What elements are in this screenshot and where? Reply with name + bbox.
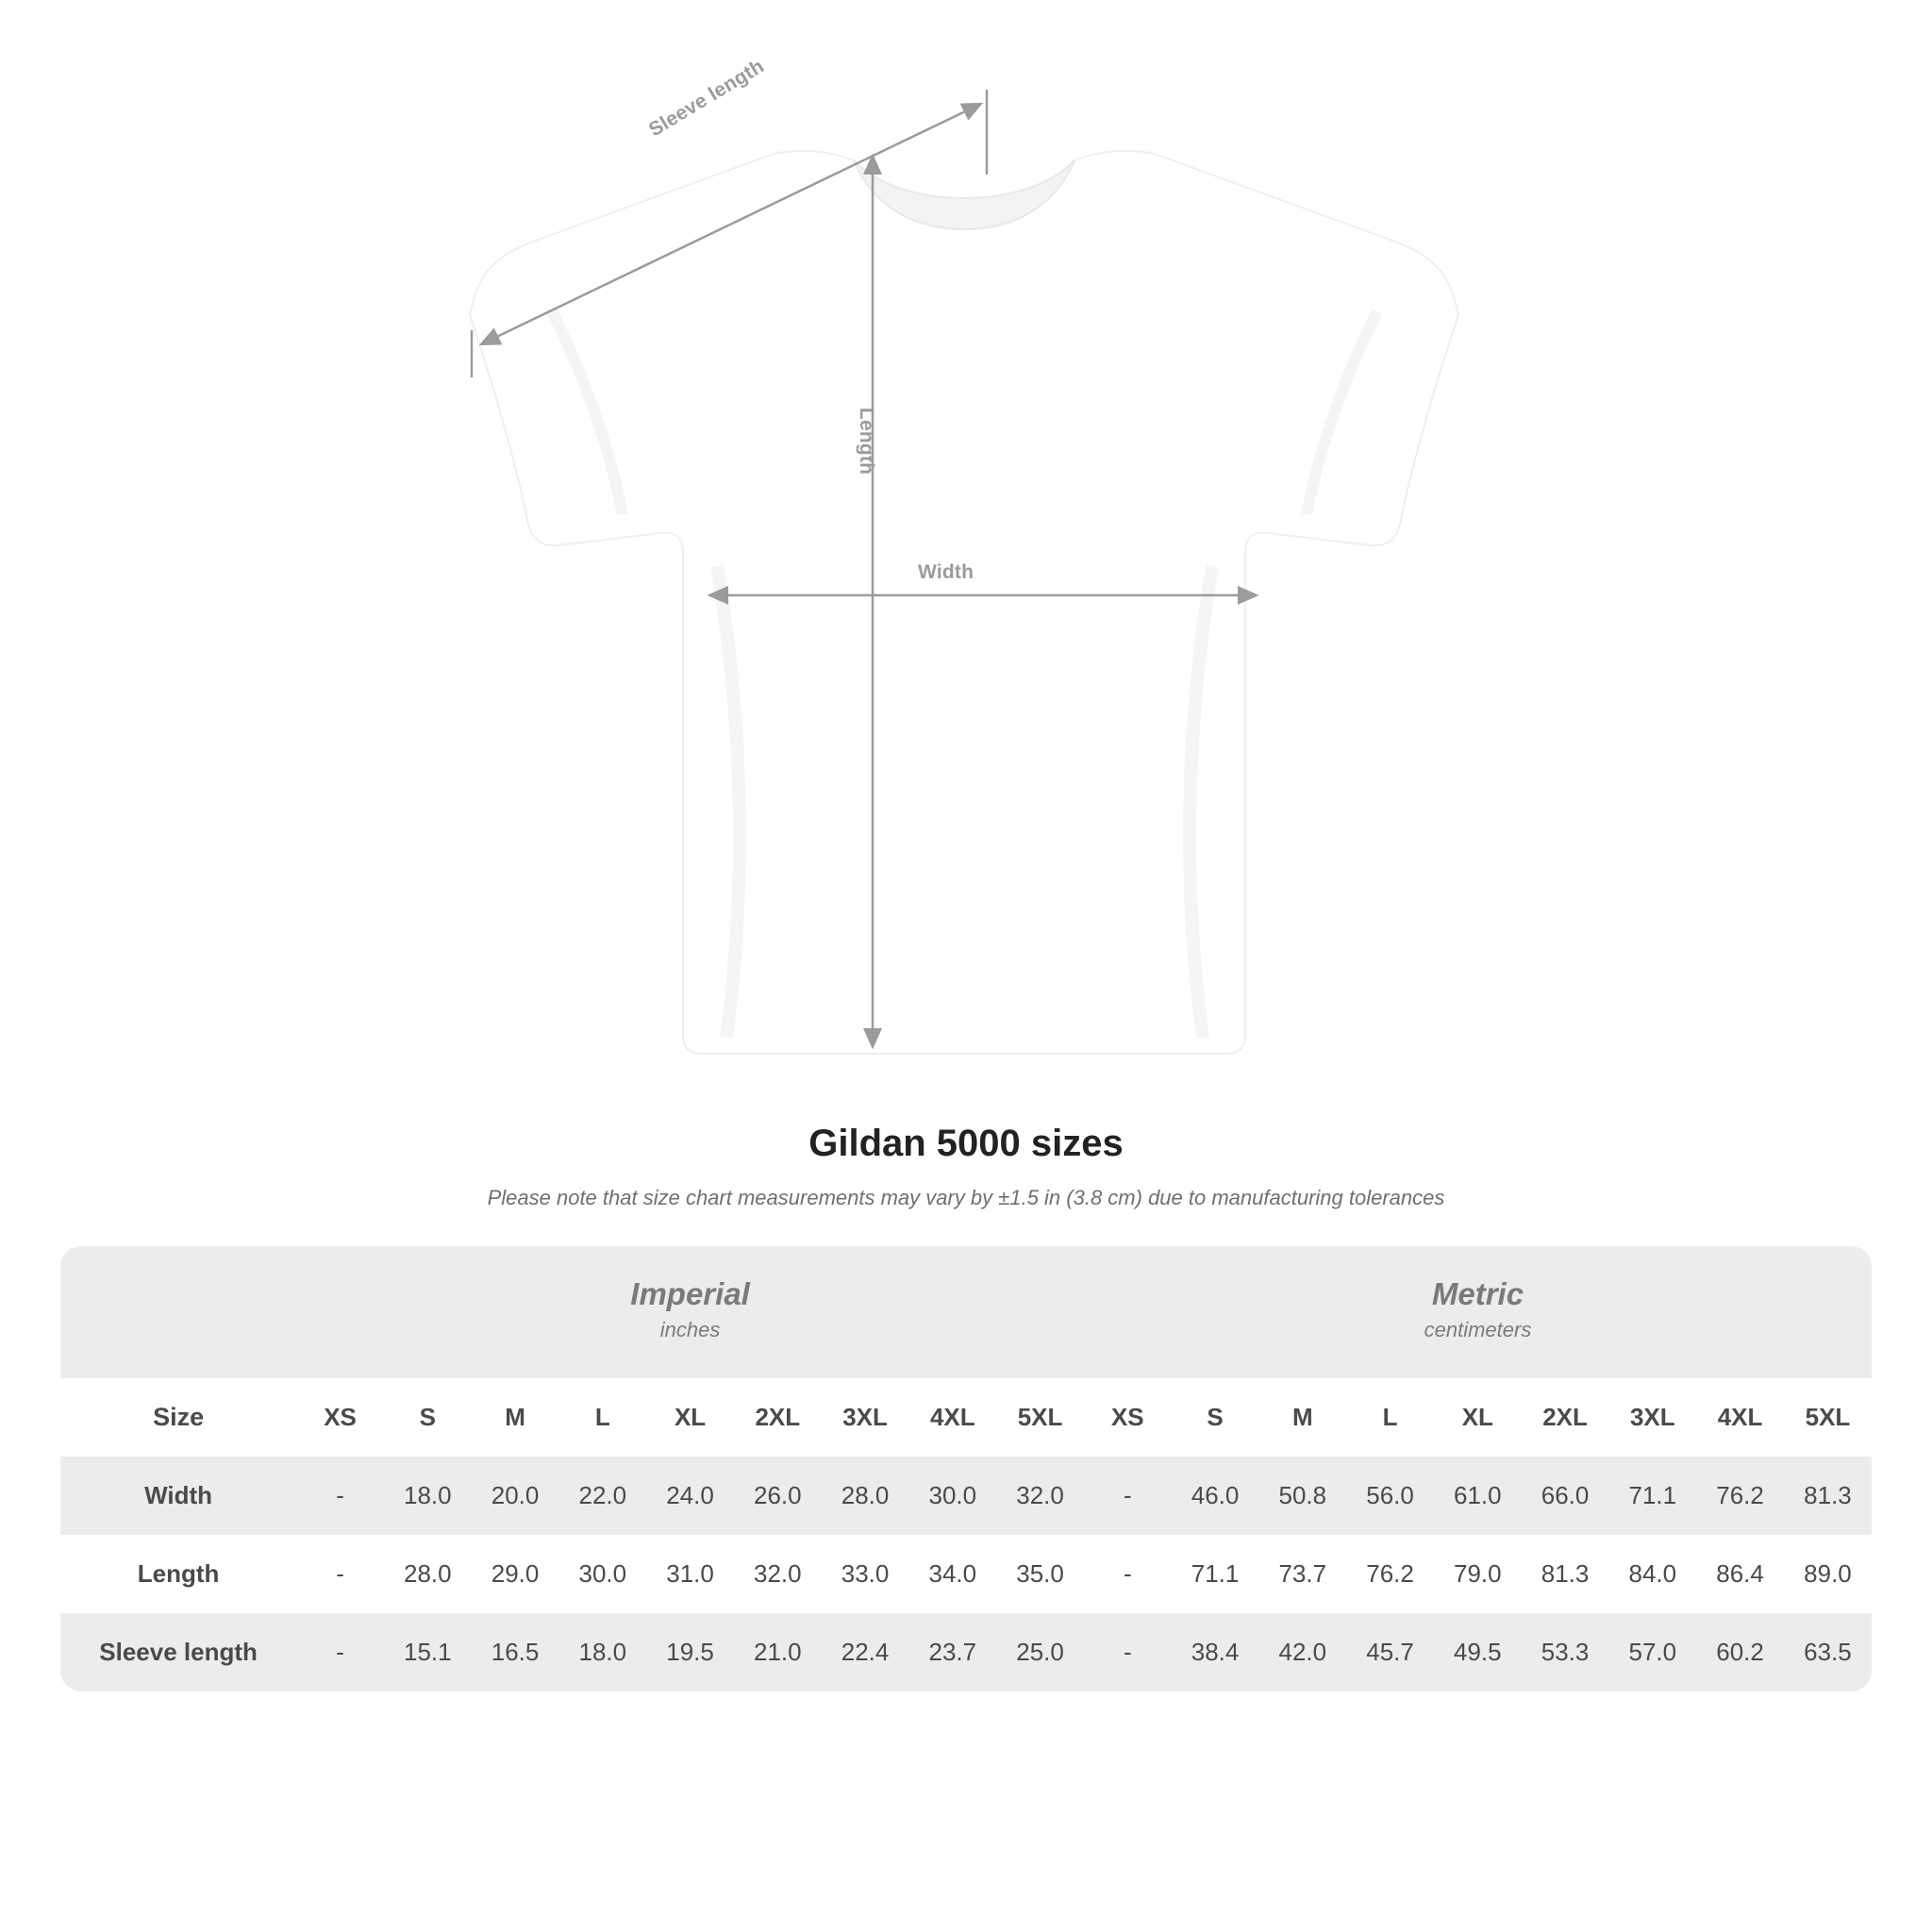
cell-length-metric-l: 76.2 (1346, 1535, 1434, 1613)
cell-sleeve-metric-4xl: 60.2 (1696, 1613, 1784, 1691)
cell-width-imperial-4xl: 30.0 (908, 1457, 996, 1535)
cell-width-imperial-m: 20.0 (472, 1457, 559, 1535)
cell-width-metric-2xl: 66.0 (1522, 1457, 1609, 1535)
unit-group-imperial (296, 1246, 1084, 1378)
cell-length-imperial-4xl: 34.0 (908, 1535, 996, 1613)
size-header-imperial-m: M (472, 1378, 559, 1457)
cell-length-metric-2xl: 81.3 (1522, 1535, 1609, 1613)
cell-sleeve-metric-3xl: 57.0 (1608, 1613, 1696, 1691)
cell-sleeve-imperial-4xl: 23.7 (908, 1613, 996, 1691)
unit-header-row (60, 1246, 1872, 1378)
unit-row-spacer (60, 1246, 296, 1378)
cell-width-imperial-2xl: 26.0 (734, 1457, 822, 1535)
size-header-imperial-5xl: 5XL (996, 1378, 1084, 1457)
unit-group-imperial-sub: inches (659, 1318, 721, 1342)
cell-length-imperial-2xl: 32.0 (734, 1535, 822, 1613)
unit-group-metric-sub: centimeters (1424, 1318, 1532, 1342)
cell-length-imperial-s: 28.0 (384, 1535, 472, 1613)
size-header-row (60, 1378, 1872, 1457)
cell-width-metric-l: 56.0 (1346, 1457, 1434, 1535)
size-header-imperial-2xl: 2XL (734, 1378, 822, 1457)
cell-length-imperial-l: 30.0 (558, 1535, 646, 1613)
cell-length-metric-5xl: 89.0 (1784, 1535, 1872, 1613)
unit-group-imperial-name: Imperial (630, 1276, 750, 1311)
cell-width-imperial-xs: - (296, 1457, 384, 1535)
cell-sleeve-imperial-3xl: 22.4 (822, 1613, 909, 1691)
size-header-imperial-xl: XL (646, 1378, 734, 1457)
cell-width-imperial-l: 22.0 (558, 1457, 646, 1535)
cell-length-metric-s: 71.1 (1172, 1535, 1259, 1613)
row-label-length: Length (60, 1535, 296, 1613)
cell-width-imperial-xl: 24.0 (646, 1457, 734, 1535)
cell-sleeve-metric-5xl: 63.5 (1784, 1613, 1872, 1691)
cell-length-metric-xs: - (1084, 1535, 1172, 1613)
cell-sleeve-metric-2xl: 53.3 (1522, 1613, 1609, 1691)
cell-length-imperial-xs: - (296, 1535, 384, 1613)
size-header-imperial-s: S (384, 1378, 472, 1457)
size-header-metric-xl: XL (1434, 1378, 1522, 1457)
size-header-metric-2xl: 2XL (1522, 1378, 1609, 1457)
size-header-metric-4xl: 4XL (1696, 1378, 1784, 1457)
cell-width-imperial-5xl: 32.0 (996, 1457, 1084, 1535)
cell-sleeve-imperial-xl: 19.5 (646, 1613, 734, 1691)
unit-group-metric (1084, 1246, 1872, 1378)
cell-sleeve-imperial-xs: - (296, 1613, 384, 1691)
cell-length-imperial-5xl: 35.0 (996, 1535, 1084, 1613)
cell-width-imperial-s: 18.0 (384, 1457, 472, 1535)
cell-sleeve-metric-xs: - (1084, 1613, 1172, 1691)
cell-length-metric-m: 73.7 (1258, 1535, 1346, 1613)
cell-sleeve-imperial-2xl: 21.0 (734, 1613, 822, 1691)
size-header-metric-xs: XS (1084, 1378, 1172, 1457)
title-block (0, 1123, 1932, 1210)
size-header-metric-s: S (1172, 1378, 1259, 1457)
cell-sleeve-metric-s: 38.4 (1172, 1613, 1259, 1691)
cell-sleeve-metric-m: 42.0 (1258, 1613, 1346, 1691)
row-label-width: Width (60, 1457, 296, 1535)
cell-sleeve-imperial-s: 15.1 (384, 1613, 472, 1691)
table-row (60, 1613, 1872, 1691)
size-table (60, 1246, 1872, 1691)
cell-length-imperial-m: 29.0 (472, 1535, 559, 1613)
table-row (60, 1535, 1872, 1613)
size-header-metric-3xl: 3XL (1608, 1378, 1696, 1457)
length-label: Length (856, 408, 877, 475)
size-header-imperial-xs: XS (296, 1378, 384, 1457)
cell-width-metric-4xl: 76.2 (1696, 1457, 1784, 1535)
row-label-sleeve-length: Sleeve length (60, 1613, 296, 1691)
size-header-metric-5xl: 5XL (1784, 1378, 1872, 1457)
size-header-metric-l: L (1346, 1378, 1434, 1457)
cell-sleeve-imperial-m: 16.5 (472, 1613, 559, 1691)
cell-width-metric-m: 50.8 (1258, 1457, 1346, 1535)
cell-sleeve-imperial-l: 18.0 (558, 1613, 646, 1691)
cell-width-metric-s: 46.0 (1172, 1457, 1259, 1535)
page-title: Gildan 5000 sizes (808, 1123, 1124, 1164)
cell-length-metric-4xl: 86.4 (1696, 1535, 1784, 1613)
size-header-imperial-4xl: 4XL (908, 1378, 996, 1457)
cell-width-metric-3xl: 71.1 (1608, 1457, 1696, 1535)
cell-sleeve-imperial-5xl: 25.0 (996, 1613, 1084, 1691)
cell-length-metric-3xl: 84.0 (1608, 1535, 1696, 1613)
cell-width-imperial-3xl: 28.0 (822, 1457, 909, 1535)
size-header-imperial-3xl: 3XL (822, 1378, 909, 1457)
cell-length-imperial-xl: 31.0 (646, 1535, 734, 1613)
size-header-metric-m: M (1258, 1378, 1346, 1457)
cell-width-metric-xl: 61.0 (1434, 1457, 1522, 1535)
size-header-label: Size (60, 1378, 296, 1457)
cell-width-metric-5xl: 81.3 (1784, 1457, 1872, 1535)
tolerance-note: Please note that size chart measurements may vary by ±1.5 in (3.8 cm) due to manufacturing tolerances (487, 1186, 1445, 1209)
unit-group-metric-name: Metric (1431, 1276, 1524, 1311)
cell-length-metric-xl: 79.0 (1434, 1535, 1522, 1613)
cell-length-imperial-3xl: 33.0 (822, 1535, 909, 1613)
width-label: Width (918, 561, 974, 583)
cell-sleeve-metric-l: 45.7 (1346, 1613, 1434, 1691)
size-table-container (60, 1246, 1872, 1691)
sleeve-length-label: Sleeve length (644, 55, 768, 142)
size-header-imperial-l: L (558, 1378, 646, 1457)
cell-width-metric-xs: - (1084, 1457, 1172, 1535)
cell-sleeve-metric-xl: 49.5 (1434, 1613, 1522, 1691)
tshirt-shape (470, 151, 1458, 1054)
table-row (60, 1457, 1872, 1535)
